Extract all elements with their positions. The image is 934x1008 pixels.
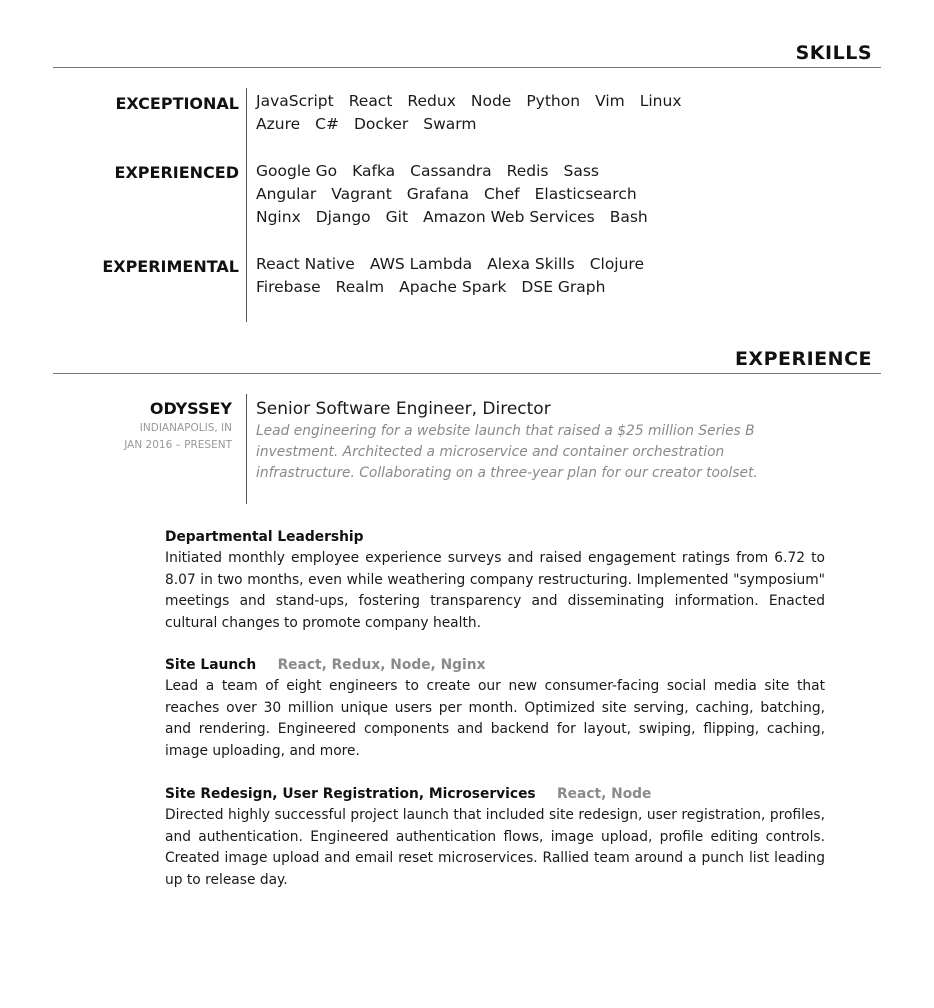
skill-group-experimental <box>256 253 659 299</box>
project-name: Departmental Leadership <box>165 529 364 545</box>
experience-vertical-rule <box>246 394 247 504</box>
project-tech-stack: React, Redux, Node, Nginx <box>277 657 486 673</box>
skill-item: Alexa Skills <box>487 255 575 273</box>
skill-line <box>256 183 663 206</box>
experience-heading: EXPERIENCE <box>734 348 872 370</box>
skill-item: React <box>348 92 393 110</box>
company-block <box>124 398 232 454</box>
job-block <box>256 398 816 484</box>
project-description: Initiated monthly employee experience surveys and raised engagement ratings from 6.72 to 8.07 in two months, even while weathering company restructuring. Implemented "symposium" meetings and stand-ups, fostering transparency and disseminating information. Enacted cultural changes to promote company health. <box>165 550 825 631</box>
skill-item: Apache Spark <box>399 278 507 296</box>
skill-line <box>256 276 659 299</box>
skill-item: React Native <box>256 255 355 273</box>
skill-item: Angular <box>256 185 317 203</box>
skill-item: JavaScript <box>256 92 334 110</box>
skill-item: Redis <box>506 162 549 180</box>
skill-item: Firebase <box>256 278 321 296</box>
skill-item: Docker <box>353 115 409 133</box>
job-title: Senior Software Engineer, Director <box>256 399 551 419</box>
skill-item: Python <box>526 92 581 110</box>
company-dates: JAN 2016 – PRESENT <box>124 439 232 451</box>
skill-item: Nginx <box>256 208 301 226</box>
project-name: Site Launch <box>165 657 257 673</box>
skill-item: Chef <box>483 185 520 203</box>
skill-line <box>256 206 663 229</box>
skill-item: Grafana <box>406 185 469 203</box>
skill-item: Sass <box>563 162 600 180</box>
skill-line <box>256 253 659 276</box>
skill-item: Redux <box>407 92 456 110</box>
skill-item: Realm <box>335 278 385 296</box>
project-name: Site Redesign, User Registration, Microservices <box>165 786 536 802</box>
skill-item: Clojure <box>589 255 644 273</box>
skill-item: Cassandra <box>410 162 492 180</box>
skill-group-label-experienced: EXPERIENCED <box>114 163 239 182</box>
skill-item: Bash <box>609 208 648 226</box>
skill-group-label-experimental: EXPERIMENTAL <box>102 257 239 276</box>
skill-line <box>256 113 697 136</box>
skill-item: Swarm <box>423 115 477 133</box>
skill-item: Node <box>470 92 512 110</box>
experience-divider <box>53 373 881 374</box>
job-summary: Lead engineering for a website launch that raised a $25 million Series B investment. Architected a microservice and container orchestration infrastructure. Collaborating on a three-year plan for our creator toolset. <box>256 423 758 481</box>
skill-group-label-exceptional: EXCEPTIONAL <box>115 94 239 113</box>
skill-item: Linux <box>639 92 682 110</box>
skills-vertical-rule <box>246 88 247 322</box>
skills-divider <box>53 67 881 68</box>
skill-item: Elasticsearch <box>534 185 637 203</box>
project-description: Lead a team of eight engineers to create our new consumer-facing social media site that reaches over 30 million unique users per month. Optimized site serving, caching, batching, and rendering. Engineered components and backend for layout, swiping, flipping, caching, image uploading, and more. <box>165 678 825 759</box>
project-tech-stack: React, Node <box>557 786 652 802</box>
project-site-launch <box>165 655 825 762</box>
skill-item: Git <box>385 208 409 226</box>
company-name: ODYSSEY <box>149 399 232 418</box>
skill-item: Vagrant <box>331 185 392 203</box>
project-departmental-leadership <box>165 527 825 634</box>
skill-line <box>256 160 663 183</box>
skill-item: AWS Lambda <box>369 255 473 273</box>
skill-item: Django <box>315 208 371 226</box>
skill-group-exceptional <box>256 90 697 136</box>
skill-group-experienced <box>256 160 663 229</box>
skill-item: Azure <box>256 115 301 133</box>
skill-line <box>256 90 697 113</box>
project-description: Directed highly successful project launch that included site redesign, user registration, profiles, and authentication. Engineered authentication flows, image upload, profile editing controls. Created image upload and email reset microservices. Rallied team around a punch list leading up to release day. <box>165 807 825 888</box>
project-site-redesign <box>165 784 825 891</box>
skills-heading: SKILLS <box>795 42 872 64</box>
skill-item: Amazon Web Services <box>423 208 595 226</box>
company-location: INDIANAPOLIS, IN <box>139 422 232 434</box>
skill-item: DSE Graph <box>521 278 606 296</box>
skill-item: C# <box>315 115 339 133</box>
skill-item: Kafka <box>352 162 396 180</box>
skill-item: Vim <box>595 92 625 110</box>
skill-item: Google Go <box>256 162 338 180</box>
